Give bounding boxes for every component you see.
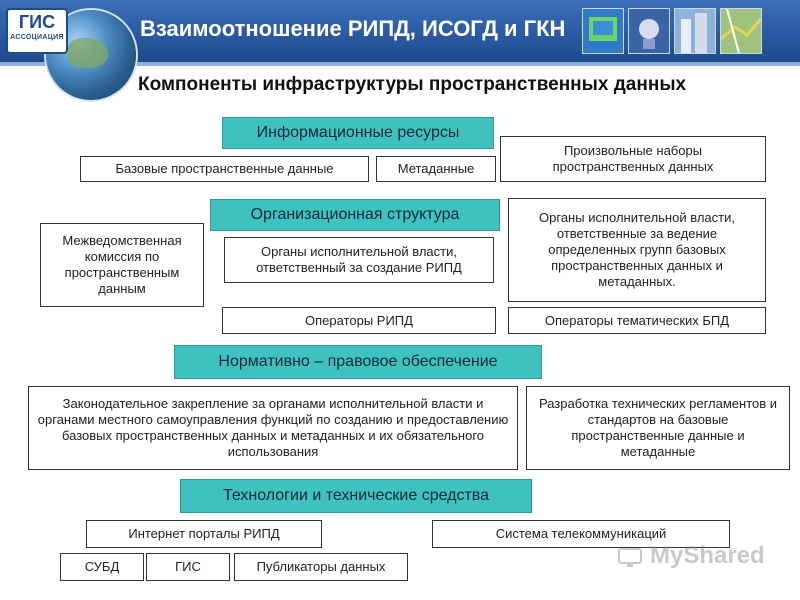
section-header-legal: Нормативно – правовое обеспечение bbox=[174, 345, 542, 379]
section-header-org-structure: Организационная структура bbox=[210, 199, 500, 231]
box-operators-thematic-bpd: Операторы тематических БПД bbox=[508, 307, 766, 334]
box-internet-portals: Интернет порталы РИПД bbox=[86, 520, 322, 548]
myshared-watermark bbox=[612, 540, 765, 576]
box-operators-ripd: Операторы РИПД bbox=[222, 307, 496, 334]
box-metadata: Метаданные bbox=[376, 156, 496, 182]
map-icon bbox=[720, 8, 762, 54]
box-base-spatial-data: Базовые пространственные данные bbox=[80, 156, 369, 182]
section-header-info-resources: Информационные ресурсы bbox=[222, 117, 494, 149]
box-telecom-system: Система телекоммуникаций bbox=[432, 520, 730, 548]
box-technical-standards: Разработка технических регламентов и стандартов на базовые пространственные данные и метаданные bbox=[526, 386, 790, 470]
box-interagency-commission: Межведомственная комиссия по пространственным данным bbox=[40, 223, 204, 307]
box-exec-authority-ripd: Органы исполнительной власти, ответственный за создание РИПД bbox=[224, 237, 494, 283]
map-device-icon bbox=[582, 8, 624, 54]
section-header-tech: Технологии и технические средства bbox=[180, 479, 532, 513]
box-gis: ГИС bbox=[146, 553, 230, 581]
watermark-logo-icon bbox=[618, 546, 642, 570]
gis-association-logo: ГИС АССОЦИАЦИЯ bbox=[6, 8, 68, 54]
buildings-icon bbox=[674, 8, 716, 54]
box-legislation: Законодательное закрепление за органами исполнительной власти и органами местного самоуправления функций по созданию и предоставлению базовых пространственных данных и метаданных и их обязательного использования bbox=[28, 386, 518, 470]
slide-title: Взаимоотношение РИПД, ИСОГД и ГКН bbox=[140, 16, 566, 41]
box-data-publishers: Публикаторы данных bbox=[234, 553, 408, 581]
box-exec-authorities-groups: Органы исполнительной власти, ответственные за ведение определенных групп базовых пространственных данных и метаданных. bbox=[508, 198, 766, 302]
box-dbms: СУБД bbox=[60, 553, 144, 581]
watermark-text: MyShared bbox=[650, 542, 765, 569]
slide-subtitle: Компоненты инфраструктуры пространственных данных bbox=[138, 74, 687, 95]
satellite-icon bbox=[628, 8, 670, 54]
box-arbitrary-data-sets: Произвольные наборы пространственных данных bbox=[500, 136, 766, 182]
